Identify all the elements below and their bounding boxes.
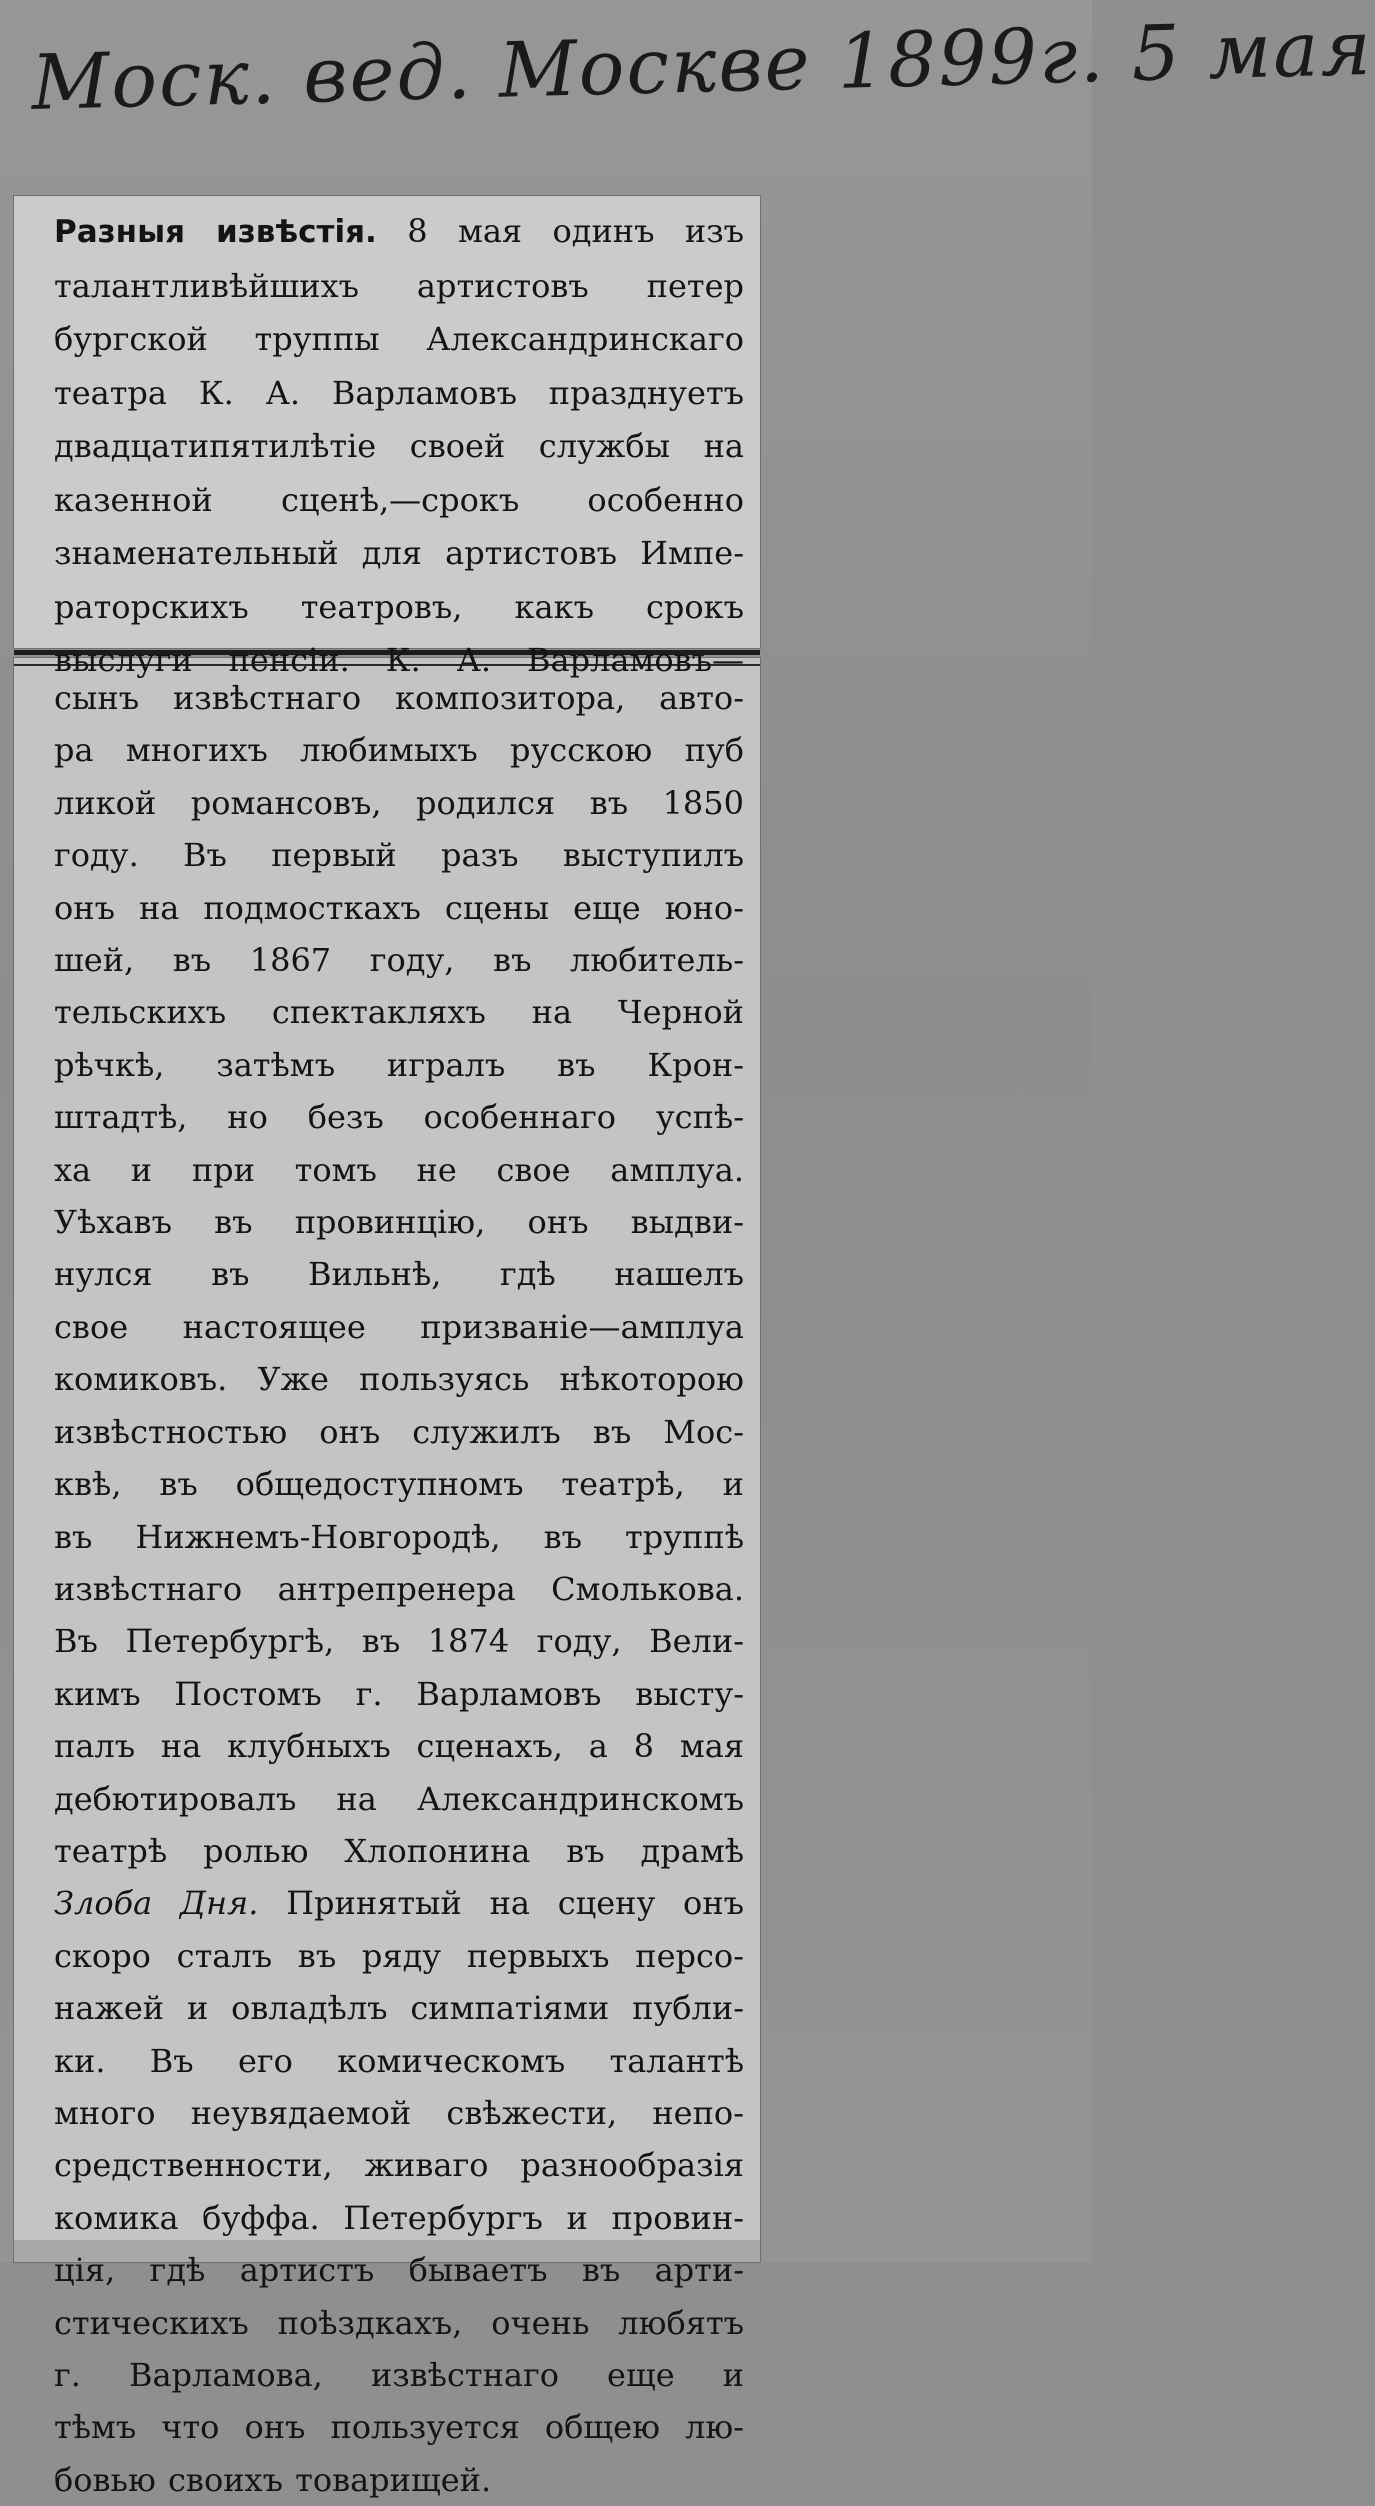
article-line: г. Варламова, извѣстнаго еще и <box>54 2356 744 2394</box>
article-line: много неувядаемой свѣжести, непо- <box>54 2093 744 2132</box>
article-text-top <box>54 205 744 688</box>
article-line: кимъ Постомъ г. Варламовъ высту- <box>54 1674 744 1713</box>
article-line-last: бовью своихъ товарищей. <box>54 2460 492 2499</box>
article-line: рѣчкѣ, затѣмъ игралъ въ Крон- <box>54 1045 744 1084</box>
article-line: театрѣ ролью Хлопонина въ драмѣ <box>54 1831 744 1870</box>
article-headline: Разныя извѣстія. <box>54 214 377 250</box>
article-line: комиковъ. Уже пользуясь нѣкоторою <box>54 1360 744 1399</box>
article-line: бургской труппы Александринскаго <box>54 320 744 358</box>
article-line: въ Нижнемъ-Новгородѣ, въ труппѣ <box>54 1517 744 1556</box>
article-line: знаменательный для артистовъ Импе- <box>54 534 744 572</box>
article-line-play <box>54 1877 744 1929</box>
article-line: талантливѣйшихъ артистовъ петер <box>54 266 744 305</box>
article-line: онъ на подмосткахъ сцены еще юно- <box>54 888 744 927</box>
article-line: средственности, живаго разнообразія <box>54 2146 744 2185</box>
article-first-line <box>54 205 744 260</box>
article-line: комика буффа. Петербургъ и провин- <box>54 2198 744 2237</box>
article-line: шей, въ 1867 году, въ любитель- <box>54 941 744 980</box>
article-first-line-rest: 8 мая одинъ изъ <box>407 212 745 250</box>
article-line: палъ на клубныхъ сценахъ, а 8 мая <box>54 1727 744 1766</box>
article-line: тѣмъ что онъ пользуется общею лю- <box>54 2408 744 2447</box>
article-line: раторскихъ театровъ, какъ срокъ <box>54 587 744 626</box>
article-line: сынъ извѣстнаго композитора, авто- <box>54 679 744 717</box>
article-line: извѣстнаго антрепренера Смолькова. <box>54 1569 744 1608</box>
article-line: Уѣхавъ въ провинцію, онъ выдви- <box>54 1203 744 1242</box>
play-line-rest: Принятый на сцену онъ <box>286 1884 744 1923</box>
article-line: нажей и овладѣлъ симпатіями публи- <box>54 1989 744 2028</box>
article-line: году. Въ первый разъ выступилъ <box>54 836 744 875</box>
article-line: казенной сценѣ,—срокъ особенно <box>54 480 744 519</box>
article-line: дебютировалъ на Александринскомъ <box>54 1779 744 1818</box>
article-line: извѣстностью онъ служилъ въ Мос- <box>54 1412 744 1451</box>
article-line: скоро сталъ въ ряду первыхъ персо- <box>54 1936 744 1975</box>
article-line: ки. Въ его комическомъ талантѣ <box>54 2041 744 2080</box>
article-text-bottom <box>54 672 744 2506</box>
article-line: ра многихъ любимыхъ русскою пуб <box>54 731 744 770</box>
article-line: двадцатипятилѣтіе своей службы на <box>54 427 744 465</box>
handwritten-annotation: Моск. вед. Москве 1899г. 5 мая <box>30 2 1374 127</box>
article-line: выслуги пенсіи. К. А. Варламовъ— <box>54 641 744 679</box>
article-line: Въ Петербургѣ, въ 1874 году, Вели- <box>54 1622 744 1661</box>
article-line: ха и при томъ не свое амплуа. <box>54 1150 744 1189</box>
article-line: квѣ, въ общедоступномъ театрѣ, и <box>54 1465 744 1504</box>
article-line: свое настоящее призваніе—амплуа <box>54 1307 744 1346</box>
article-line: тельскихъ спектакляхъ на Черной <box>54 993 744 1032</box>
article-line: ликой романсовъ, родился въ 1850 <box>54 783 744 822</box>
article-line: стическихъ поѣздкахъ, очень любятъ <box>54 2303 744 2342</box>
play-title: Злоба Дня. <box>54 1884 259 1923</box>
article-line: театра К. А. Варламовъ празднуетъ <box>54 373 744 412</box>
article-line: нулся въ Вильнѣ, гдѣ нашелъ <box>54 1255 744 1294</box>
article-line: ція, гдѣ артистъ бываетъ въ арти- <box>54 2251 744 2290</box>
article-line: штадтѣ, но безъ особеннаго успѣ- <box>54 1098 744 1137</box>
